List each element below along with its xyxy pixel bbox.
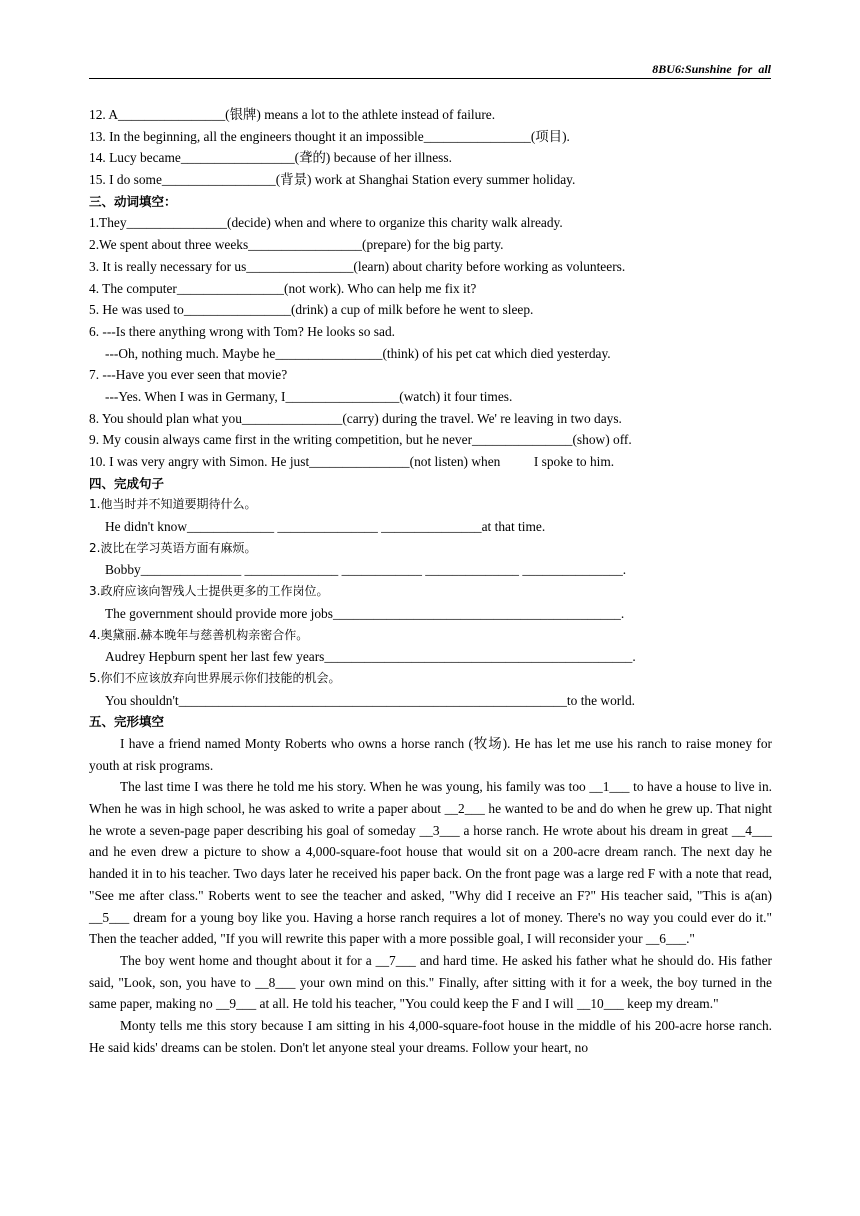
vocab-item: 13. In the beginning, all the engineers thought it an impossible________________(项目). bbox=[89, 128, 570, 144]
vocab-item: 14. Lucy became_________________(聋的) because of her illness. bbox=[89, 150, 452, 166]
sentence-answer-en: The government should provide more jobs___________________________________________. bbox=[105, 605, 625, 621]
worksheet-content bbox=[89, 104, 772, 1058]
section-heading: 三、动词填空： bbox=[89, 193, 177, 209]
page-header bbox=[89, 62, 771, 79]
sentence-prompt-zh: 4.奥黛丽.赫本晚年与慈善机构亲密合作。 bbox=[89, 627, 309, 642]
sentence-prompt-zh: 3.政府应该向智残人士提供更多的工作岗位。 bbox=[89, 584, 329, 599]
sentence-answer-en: Audrey Hepburn spent her last few years______________________________________________. bbox=[105, 649, 636, 665]
vocab-section bbox=[89, 104, 772, 191]
verb-item: 3. It is really necessary for us________________(learn) about charity before working as volunteers. bbox=[89, 258, 626, 274]
verb-item: 1.They_______________(decide) when and where to organize this charity walk already. bbox=[89, 215, 563, 231]
section-heading: 四、完成句子 bbox=[89, 475, 165, 491]
sentence-prompt-zh: 5.你们不应该放弃向世界展示你们技能的机会。 bbox=[89, 670, 341, 685]
vocab-item: 15. I do some_________________(背景) work at Shanghai Station every summer holiday. bbox=[89, 172, 576, 188]
verb-item: 7. ---Have you ever seen that movie? bbox=[89, 367, 288, 383]
verb-item: 5. He was used to________________(drink) a cup of milk before he went to sleep. bbox=[89, 302, 534, 318]
cloze-paragraph: The last time I was there he told me his story. When he was young, his family was too __1___ to have a house to live in. When he was in high school, he was asked to write a paper about __2___ he wanted to be and do when he grew up. That night he wrote a seven-page paper describing his goal of someday __3___ a horse ranch. He wrote about his dream in great __4___ and he even drew a picture to show a 4,000-square-foot house that would sit on a 200-acre dream ranch. The next day he handed it in to his teacher. Two days later he received his paper back. On the front page was a large red F with a note that read, "See me after class." Roberts went to see the teacher and asked, "Why did I receive an F?" His teacher said, "This is a(an) __5___ dream for a young boy like you. Having a horse ranch requires a lot of money. There's no way you could ever do it." Then the teacher added, "If you will rewrite this paper with a more possible goal, I will reconsider your __6___." bbox=[89, 779, 772, 947]
verb-item-reply: ---Oh, nothing much. Maybe he________________(think) of his pet cat which died yesterday. bbox=[105, 345, 611, 361]
sentence-prompt-zh: 2.波比在学习英语方面有麻烦。 bbox=[89, 540, 257, 555]
verb-fill-section bbox=[89, 191, 772, 473]
cloze-paragraph: The boy went home and thought about it for a __7___ and hard time. He asked his father what he should do. His father said, "Look, son, you have to __8___ your own mind on this." Finally, after sitting with it for a week, the boy turned in the same paper, making no __9___ at all. He told his teacher, "You could keep the F and I will __10___ keep my dream." bbox=[89, 952, 772, 1012]
cloze-paragraph: Monty tells me this story because I am sitting in his 4,000-square-foot house in the middle of his 200-acre horse ranch. He said kids' dreams can be stolen. Don't let anyone steal your dreams. Follow your heart, no bbox=[89, 1018, 772, 1055]
cloze-paragraph: I have a friend named Monty Roberts who owns a horse ranch (牧场). He has let me use his ranch to raise money for youth at risk programs. bbox=[89, 735, 772, 773]
sentence-answer-en: He didn't know_____________ _______________ _______________at that time. bbox=[105, 519, 546, 535]
section-heading: 五、完形填空 bbox=[89, 714, 165, 730]
sentence-completion-section bbox=[89, 473, 772, 712]
verb-item: 4. The computer________________(not work). Who can help me fix it? bbox=[89, 280, 477, 296]
sentence-answer-en: Bobby_______________ ______________ ____________ ______________ _______________. bbox=[105, 562, 627, 578]
verb-item: 10. I was very angry with Simon. He just_______________(not listen) when I spoke to him. bbox=[89, 454, 615, 469]
verb-item: 2.We spent about three weeks_________________(prepare) for the big party. bbox=[89, 237, 504, 253]
verb-item: 9. My cousin always came first in the writing competition, but he never_______________(show) off. bbox=[89, 432, 632, 448]
verb-item-reply: ---Yes. When I was in Germany, I_________________(watch) it four times. bbox=[105, 388, 513, 404]
cloze-section bbox=[89, 711, 772, 1058]
verb-item: 8. You should plan what you_______________(carry) during the travel. We' re leaving in two days. bbox=[89, 410, 622, 426]
sentence-answer-en: You shouldn't__________________________________________________________to the world. bbox=[105, 692, 635, 708]
header-title: 8BU6:Sunshine for all bbox=[652, 62, 771, 76]
sentence-prompt-zh: 1.他当时并不知道要期待什么。 bbox=[89, 497, 257, 512]
verb-item: 6. ---Is there anything wrong with Tom? He looks so sad. bbox=[89, 323, 396, 339]
vocab-item: 12. A________________(银牌) means a lot to the athlete instead of failure. bbox=[89, 107, 496, 122]
